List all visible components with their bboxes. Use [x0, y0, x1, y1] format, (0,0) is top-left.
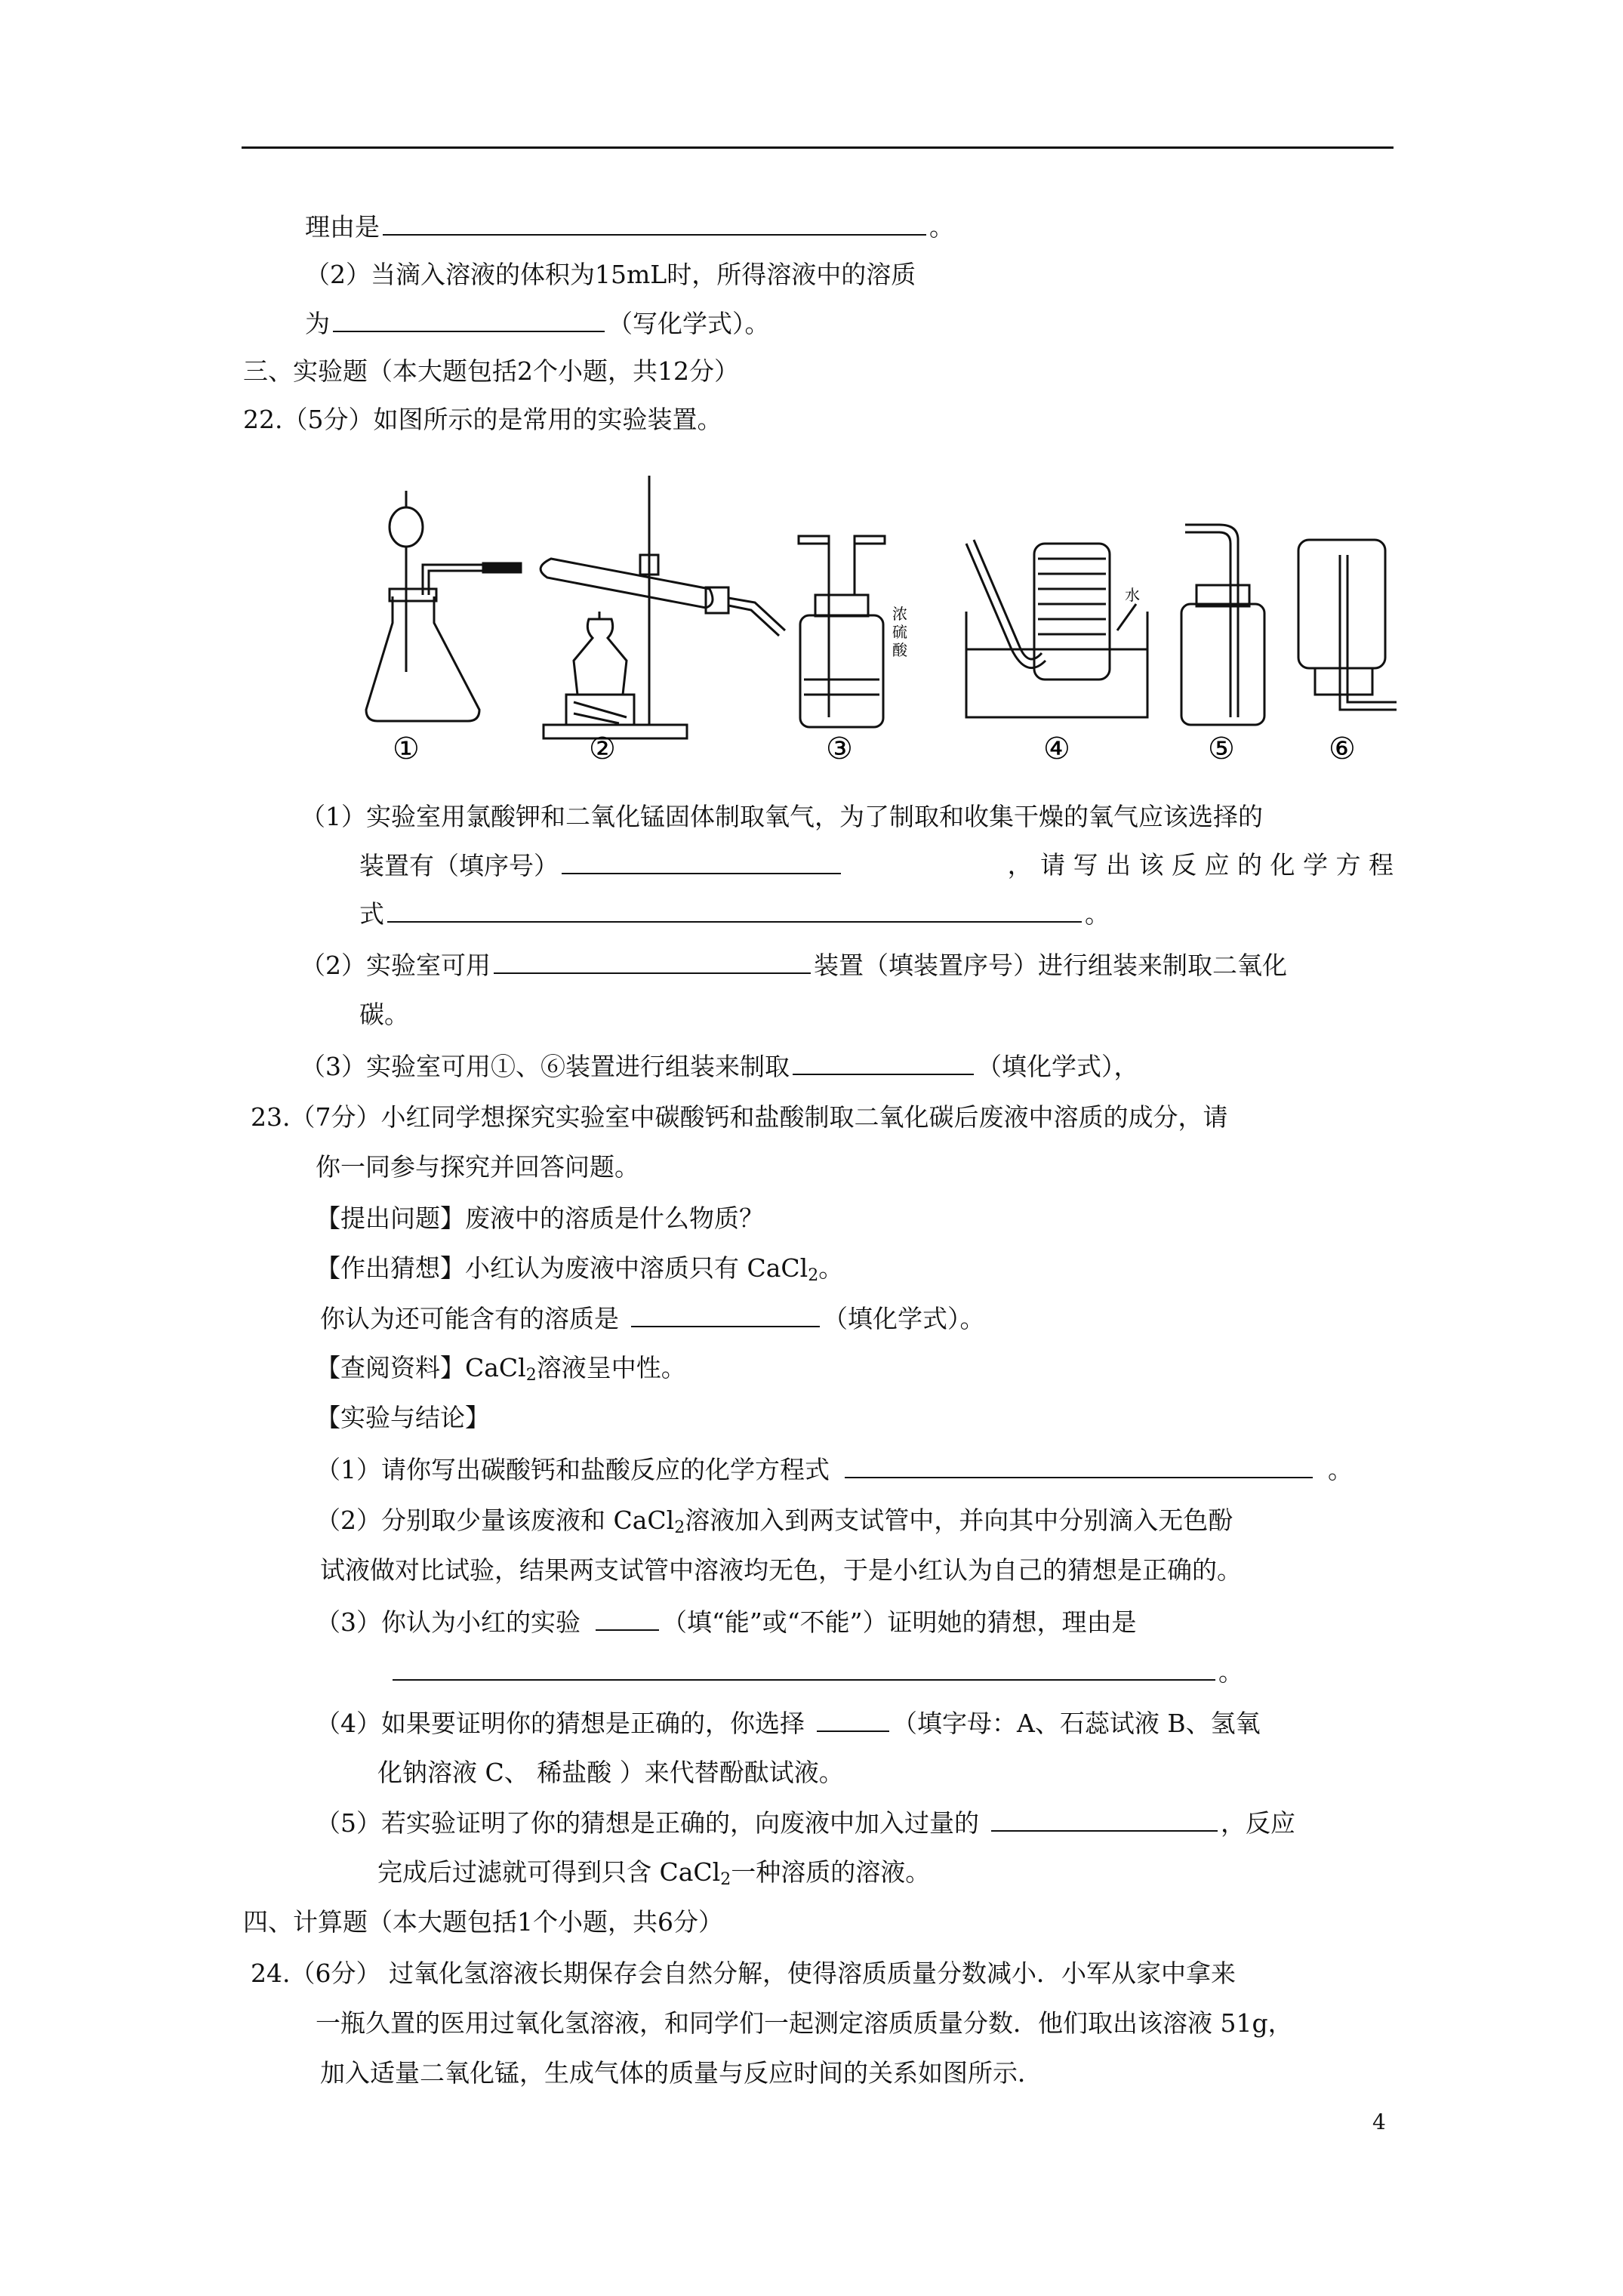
reason-line [305, 208, 954, 245]
question-23-3 [316, 1604, 1136, 1641]
answer-blank[interactable] [494, 947, 811, 974]
text: 。 [818, 1253, 844, 1283]
question-24: 24.（6分） 过氧化氢溶液长期保存会自然分解，使得溶质质量分数减小．小军从家中拿来 [251, 1959, 1236, 1988]
question-23-5 [316, 1804, 1295, 1841]
text: 溶液加入到两支试管中，并向其中分别滴入无色酚 [685, 1505, 1233, 1535]
answer-blank[interactable] [845, 1451, 1313, 1478]
label-2: ② [589, 732, 616, 763]
question-23: 23.（7分）小红同学想探究实验室中碳酸钙和盐酸制取二氧化碳后废液中溶质的成分，请 [251, 1102, 1228, 1132]
subscript: 2 [674, 1518, 685, 1537]
text: （2）分别取少量该废液和 CaCl [316, 1505, 675, 1535]
apparatus-6-inverted-bottle [1298, 540, 1397, 710]
question-22-2-cont: 碳。 [359, 1000, 409, 1029]
text: 一种溶质的溶液。 [731, 1857, 931, 1887]
label-5: ⑤ [1208, 732, 1235, 763]
question-23-cont: 你一同参与探究并回答问题。 [316, 1152, 639, 1182]
text: （填化学式）， [977, 1052, 1139, 1081]
answer-blank[interactable] [596, 1604, 659, 1631]
answer-blank[interactable] [333, 305, 605, 332]
acid-label-char: 浓 [892, 605, 907, 623]
subscript: 2 [720, 1870, 731, 1889]
page-number: 4 [1372, 2110, 1386, 2134]
question-23-other [320, 1300, 985, 1337]
text: （填字母：A、石蕊试液 B、氢氧 [892, 1709, 1261, 1738]
text: （3）实验室可用①、⑥装置进行组装来制取 [300, 1052, 790, 1081]
question-22: 22.（5分）如图所示的是常用的实验装置。 [243, 405, 722, 434]
text: （5）若实验证明了你的猜想是正确的，向废液中加入过量的 [316, 1808, 979, 1838]
label-4: ④ [1043, 732, 1070, 763]
question-24-cont-2: 加入适量二氧化锰，生成气体的质量与反应时间的关系如图所示． [320, 2058, 1042, 2088]
answer-blank[interactable] [631, 1300, 820, 1327]
subscript: 2 [525, 1366, 537, 1385]
question-21-2: （2）当滴入溶液的体积为15mL时，所得溶液中的溶质 [305, 260, 916, 289]
text: 【作出猜想】小红认为废液中溶质只有 CaCl [316, 1253, 808, 1283]
answer-blank[interactable] [387, 895, 1082, 923]
text: 。 [1218, 1657, 1243, 1687]
text: ，反应 [1221, 1808, 1295, 1838]
water-label: 水 [1125, 586, 1140, 604]
question-23-2 [316, 1502, 1233, 1539]
apparatus-4-water-trough [966, 540, 1147, 717]
question-23-5-cont [377, 1854, 930, 1891]
question-22-2 [300, 947, 1287, 984]
question-23-ask: 【提出问题】废液中的溶质是什么物质？ [316, 1203, 764, 1233]
question-22-3 [300, 1048, 1139, 1085]
subscript: 2 [808, 1266, 819, 1285]
question-24-cont-1: 一瓶久置的医用过氧化氢溶液，和同学们一起测定溶质质量分数．他们取出该溶液 51g， [316, 2008, 1293, 2038]
question-21-2-answer [305, 305, 770, 342]
question-23-guess [316, 1250, 843, 1287]
question-23-info [316, 1350, 686, 1386]
text: （写化学式）。 [608, 309, 770, 338]
text: 为 [305, 309, 330, 338]
label-3: ③ [826, 732, 853, 763]
text: 装置有（填序号） [359, 851, 559, 880]
acid-label [892, 605, 908, 659]
text: 。 [1085, 899, 1110, 929]
text: 装置（填装置序号）进行组装来制取二氧化 [814, 951, 1287, 980]
section-4-heading: 四、计算题（本大题包括1个小题，共6分） [243, 1907, 723, 1937]
text: （1）请你写出碳酸钙和盐酸反应的化学方程式 [316, 1455, 830, 1484]
apparatus-5-gas-bottle [1181, 525, 1264, 725]
acid-label-char: 酸 [892, 641, 907, 659]
question-22-1-blank [359, 847, 1394, 884]
acid-label-char: 硫 [892, 623, 907, 641]
text: （2）实验室可用 [300, 951, 491, 980]
question-23-experiment: 【实验与结论】 [316, 1403, 490, 1432]
question-23-3-reason [390, 1653, 1243, 1690]
text: 【查阅资料】CaCl [316, 1353, 526, 1382]
answer-blank[interactable] [793, 1048, 974, 1075]
label-6: ⑥ [1329, 732, 1356, 763]
text: 式 [359, 899, 384, 929]
answer-blank[interactable] [817, 1705, 889, 1732]
text: ， 请 写 出 该 反 应 的 化 学 方 程 [1007, 850, 1394, 880]
text: （3）你认为小红的实验 [316, 1607, 581, 1637]
question-23-2-cont: 试液做对比试验，结果两支试管中溶液均无色，于是小红认为自己的猜想是正确的。 [320, 1555, 1242, 1585]
question-22-1-equation [359, 895, 1110, 932]
label-1: ① [393, 732, 420, 763]
answer-blank[interactable] [562, 847, 841, 874]
answer-blank[interactable] [383, 208, 926, 236]
header-rule [242, 146, 1394, 149]
text: 。 [1328, 1455, 1353, 1484]
question-22-1: （1）实验室用氯酸钾和二氧化锰固体制取氧气，为了制取和收集干燥的氧气应该选择的 [300, 802, 1263, 831]
section-3-heading: 三、实验题（本大题包括2个小题，共12分） [243, 356, 739, 386]
text: 完成后过滤就可得到只含 CaCl [377, 1857, 721, 1887]
text: （填化学式）。 [823, 1304, 985, 1333]
apparatus-2-heating-test-tube [540, 476, 785, 738]
text: 你认为还可能含有的溶质是 [320, 1304, 619, 1333]
text: 理由是 [305, 212, 380, 242]
question-23-4 [316, 1705, 1261, 1742]
apparatus-1-conical-flask [366, 491, 521, 721]
text: 溶液呈中性。 [536, 1353, 686, 1382]
answer-blank[interactable] [393, 1653, 1215, 1681]
text: 。 [929, 212, 954, 242]
answer-blank[interactable] [991, 1804, 1218, 1832]
text: （填“能”或“不能”）证明她的猜想，理由是 [662, 1607, 1137, 1637]
apparatus-figure [362, 468, 1404, 763]
apparatus-3-washing-bottle [799, 536, 885, 727]
question-23-1 [316, 1451, 1353, 1488]
text: （4）如果要证明你的猜想是正确的，你选择 [316, 1709, 805, 1738]
question-23-4-cont: 化钠溶液 C、 稀盐酸 ）来代替酚酞试液。 [377, 1758, 844, 1787]
